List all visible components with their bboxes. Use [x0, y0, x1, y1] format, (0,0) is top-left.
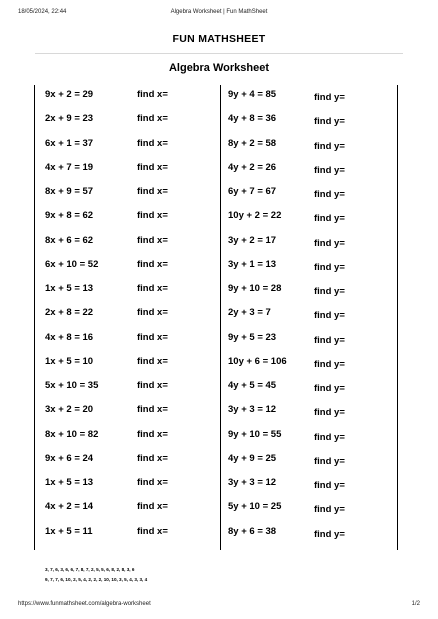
left-equation: 2x + 9 = 23	[45, 113, 94, 125]
left-find-prompt: find x=	[137, 380, 168, 391]
left-equation: 2x + 8 = 22	[45, 307, 94, 319]
right-find-prompt: find y=	[314, 431, 345, 443]
right-equation: 8y + 2 = 58	[228, 137, 277, 149]
answer-key-line-2: 9, 7, 7, 6, 10, 2, 5, 4, 2, 2, 2, 10, 10, 3, 5, 4, 3, 3, 4	[45, 577, 148, 582]
right-find-prompt: find y=	[314, 310, 345, 322]
left-equation: 1x + 5 = 13	[45, 283, 94, 294]
right-find-prompt: find y=	[314, 213, 345, 225]
right-equation: 9y + 4 = 85	[228, 89, 277, 100]
right-find-prompt: find y=	[314, 407, 345, 419]
right-find-prompt: find y=	[314, 358, 345, 370]
left-find-prompt: find x=	[137, 89, 168, 100]
left-equation: 4x + 7 = 19	[45, 161, 94, 173]
left-find-prompt: find x=	[137, 283, 168, 294]
left-find-prompt: find x=	[137, 113, 168, 125]
right-equation: 4y + 2 = 26	[228, 161, 277, 173]
right-find-prompt: find y=	[314, 528, 345, 540]
print-timestamp: 18/05/2024, 22:44	[18, 9, 67, 15]
left-find-prompt: find x=	[137, 331, 168, 343]
left-equation: 9x + 8 = 62	[45, 210, 94, 222]
left-equation: 6x + 1 = 37	[45, 137, 94, 149]
left-find-prompt: find x=	[137, 355, 168, 367]
print-header	[0, 9, 438, 19]
right-equation: 3y + 2 = 17	[228, 234, 277, 246]
right-equation: 8y + 6 = 38	[228, 525, 277, 537]
print-doc-title: Algebra Worksheet | Fun MathSheet	[170, 9, 268, 15]
right-equation: 9y + 10 = 55	[228, 428, 282, 440]
right-find-prompt: find y=	[314, 92, 345, 103]
right-find-prompt: find y=	[314, 504, 345, 516]
right-find-prompt: find y=	[314, 237, 345, 249]
left-equation: 3x + 2 = 20	[45, 404, 94, 416]
left-find-prompt: find x=	[137, 525, 168, 537]
left-equation: 1x + 5 = 11	[45, 525, 93, 537]
left-equation: 5x + 10 = 35	[45, 380, 99, 391]
right-find-prompt: find y=	[314, 383, 345, 394]
right-equation: 10y + 2 = 22	[228, 210, 282, 222]
left-find-prompt: find x=	[137, 161, 168, 173]
title-divider	[35, 53, 403, 54]
left-find-prompt: find x=	[137, 258, 168, 270]
left-equation: 6x + 10 = 52	[45, 258, 99, 270]
right-equation: 3y + 3 = 12	[228, 477, 277, 488]
right-equation: 5y + 10 = 25	[228, 501, 282, 513]
right-find-prompt: find y=	[314, 164, 345, 176]
left-equation: 9x + 2 = 29	[45, 89, 94, 100]
right-equation: 3y + 3 = 12	[228, 404, 277, 416]
left-equation: 1x + 5 = 13	[45, 477, 94, 488]
left-find-prompt: find x=	[137, 307, 168, 319]
right-equation: 2y + 3 = 7	[228, 307, 271, 319]
left-find-prompt: find x=	[137, 428, 168, 440]
print-url: https://www.funmathsheet.com/algebra-worksheet	[18, 601, 151, 607]
left-find-prompt: find x=	[137, 186, 168, 197]
left-equation: 1x + 5 = 10	[45, 355, 94, 367]
right-equation: 4y + 8 = 36	[228, 113, 277, 125]
right-equation: 9y + 10 = 28	[228, 283, 282, 294]
left-equation: 8x + 6 = 62	[45, 234, 94, 246]
left-equation: 8x + 10 = 82	[45, 428, 99, 440]
middle-divider-line	[220, 85, 221, 550]
right-find-prompt: find y=	[314, 140, 345, 152]
right-border-line	[397, 85, 398, 550]
right-find-prompt: find y=	[314, 261, 345, 273]
left-equation: 4x + 8 = 16	[45, 331, 94, 343]
right-equation: 4y + 5 = 45	[228, 380, 277, 391]
left-find-prompt: find x=	[137, 234, 168, 246]
right-equation: 9y + 5 = 23	[228, 331, 277, 343]
right-equation: 6y + 7 = 67	[228, 186, 277, 197]
left-find-prompt: find x=	[137, 477, 168, 488]
right-equation: 10y + 6 = 106	[228, 355, 287, 367]
left-find-prompt: find x=	[137, 501, 168, 513]
right-find-prompt: find y=	[314, 480, 345, 491]
answer-key-line-1: 3, 7, 6, 3, 6, 6, 7, 8, 7, 2, 5, 5, 6, 8, 2, 8, 3, 6	[45, 567, 135, 572]
right-equation: 4y + 9 = 25	[228, 452, 277, 464]
right-find-prompt: find y=	[314, 116, 345, 128]
right-find-prompt: find y=	[314, 334, 345, 346]
right-find-prompt: find y=	[314, 286, 345, 297]
right-find-prompt: find y=	[314, 455, 345, 467]
page-number: 1/2	[411, 601, 420, 607]
worksheet-title: Algebra Worksheet	[168, 62, 270, 74]
left-find-prompt: find x=	[137, 210, 168, 222]
site-title: FUN MATHSHEET	[172, 33, 266, 45]
right-find-prompt: find y=	[314, 189, 345, 200]
left-equation: 8x + 9 = 57	[45, 186, 94, 197]
left-equation: 4x + 2 = 14	[45, 501, 94, 513]
left-find-prompt: find x=	[137, 452, 168, 464]
left-find-prompt: find x=	[137, 404, 168, 416]
left-equation: 9x + 6 = 24	[45, 452, 94, 464]
left-border-line	[34, 85, 35, 550]
left-find-prompt: find x=	[137, 137, 168, 149]
right-equation: 3y + 1 = 13	[228, 258, 277, 270]
